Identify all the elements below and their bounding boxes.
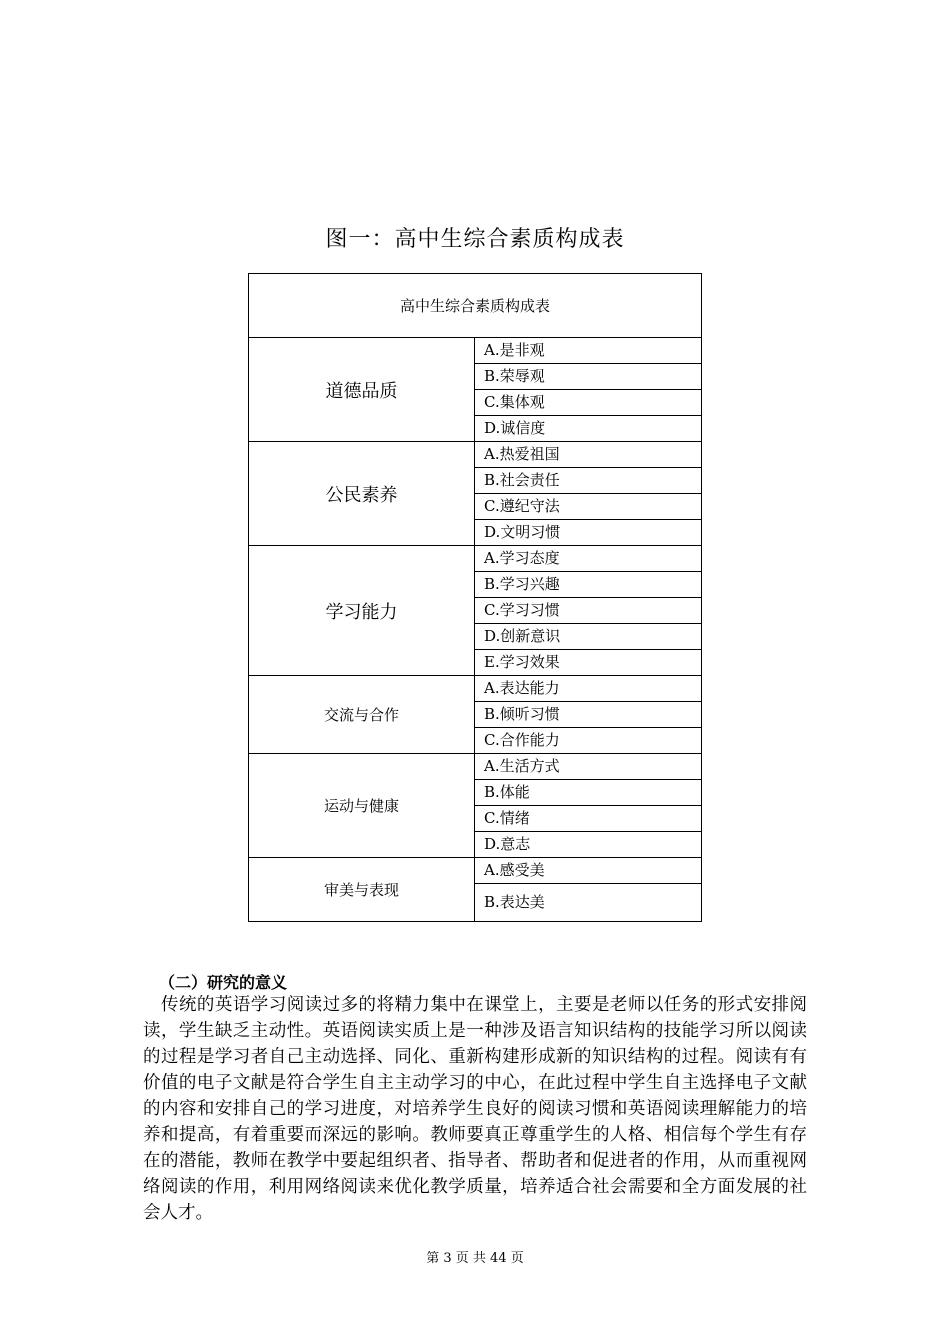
item-cell: D.意志 [475,832,702,858]
item-cell: B.表达美 [475,884,702,922]
quality-table [248,273,702,922]
item-cell: B.倾听习惯 [475,702,702,728]
table-header-row [249,274,702,338]
item-cell: C.合作能力 [475,728,702,754]
item-cell: A.学习态度 [475,546,702,572]
category-cell: 运动与健康 [249,754,475,858]
item-cell: C.集体观 [475,390,702,416]
section-heading: （二）研究的意义 [159,973,288,992]
table-row [249,442,702,468]
category-cell: 道德品质 [249,338,475,442]
category-cell: 交流与合作 [249,676,475,754]
table-row [249,754,702,780]
category-cell: 学习能力 [249,546,475,676]
item-cell: A.表达能力 [475,676,702,702]
item-cell: B.社会责任 [475,468,702,494]
item-cell: D.诚信度 [475,416,702,442]
category-cell: 公民素养 [249,442,475,546]
item-cell: C.学习习惯 [475,598,702,624]
section-paragraph: 传统的英语学习阅读过多的将精力集中在课堂上，主要是老师以任务的形式安排阅读，学生缺乏主动性。英语阅读实质上是一种涉及语言知识结构的技能学习所以阅读的过程是学习者自己主动选择、同化、重新构建形成新的知识结构的过程。阅读有有价值的电子文献是符合学生自主主动学习的中心，在此过程中学生自主选择电子文献的内容和安排自己的学习进度，对培养学生良好的阅读习惯和英语阅读理解能力的培养和提高，有着重要而深远的影响。教师要真正尊重学生的人格、相信每个学生有存在的潜能，教师在教学中要起组织者、指导者、帮助者和促进者的作用，从而重视网络阅读的作用，利用网络阅读来优化教学质量，培养适合社会需要和全方面发展的社会人才。 [143,995,807,1223]
figure-title: 图一：高中生综合素质构成表 [325,227,625,252]
item-cell: A.热爱祖国 [475,442,702,468]
item-cell: C.情绪 [475,806,702,832]
table-row [249,858,702,884]
item-cell: D.创新意识 [475,624,702,650]
table-row [249,676,702,702]
item-cell: B.荣辱观 [475,364,702,390]
category-cell: 审美与表现 [249,858,475,922]
item-cell: C.遵纪守法 [475,494,702,520]
item-cell: E.学习效果 [475,650,702,676]
item-cell: A.是非观 [475,338,702,364]
item-cell: B.体能 [475,780,702,806]
item-cell: A.感受美 [475,858,702,884]
item-cell: B.学习兴趣 [475,572,702,598]
item-cell: D.文明习惯 [475,520,702,546]
item-cell: A.生活方式 [475,754,702,780]
table-row [249,546,702,572]
page-footer: 第 3 页 共 44 页 [426,1251,524,1266]
table-row [249,338,702,364]
table-header: 高中生综合素质构成表 [249,274,702,338]
